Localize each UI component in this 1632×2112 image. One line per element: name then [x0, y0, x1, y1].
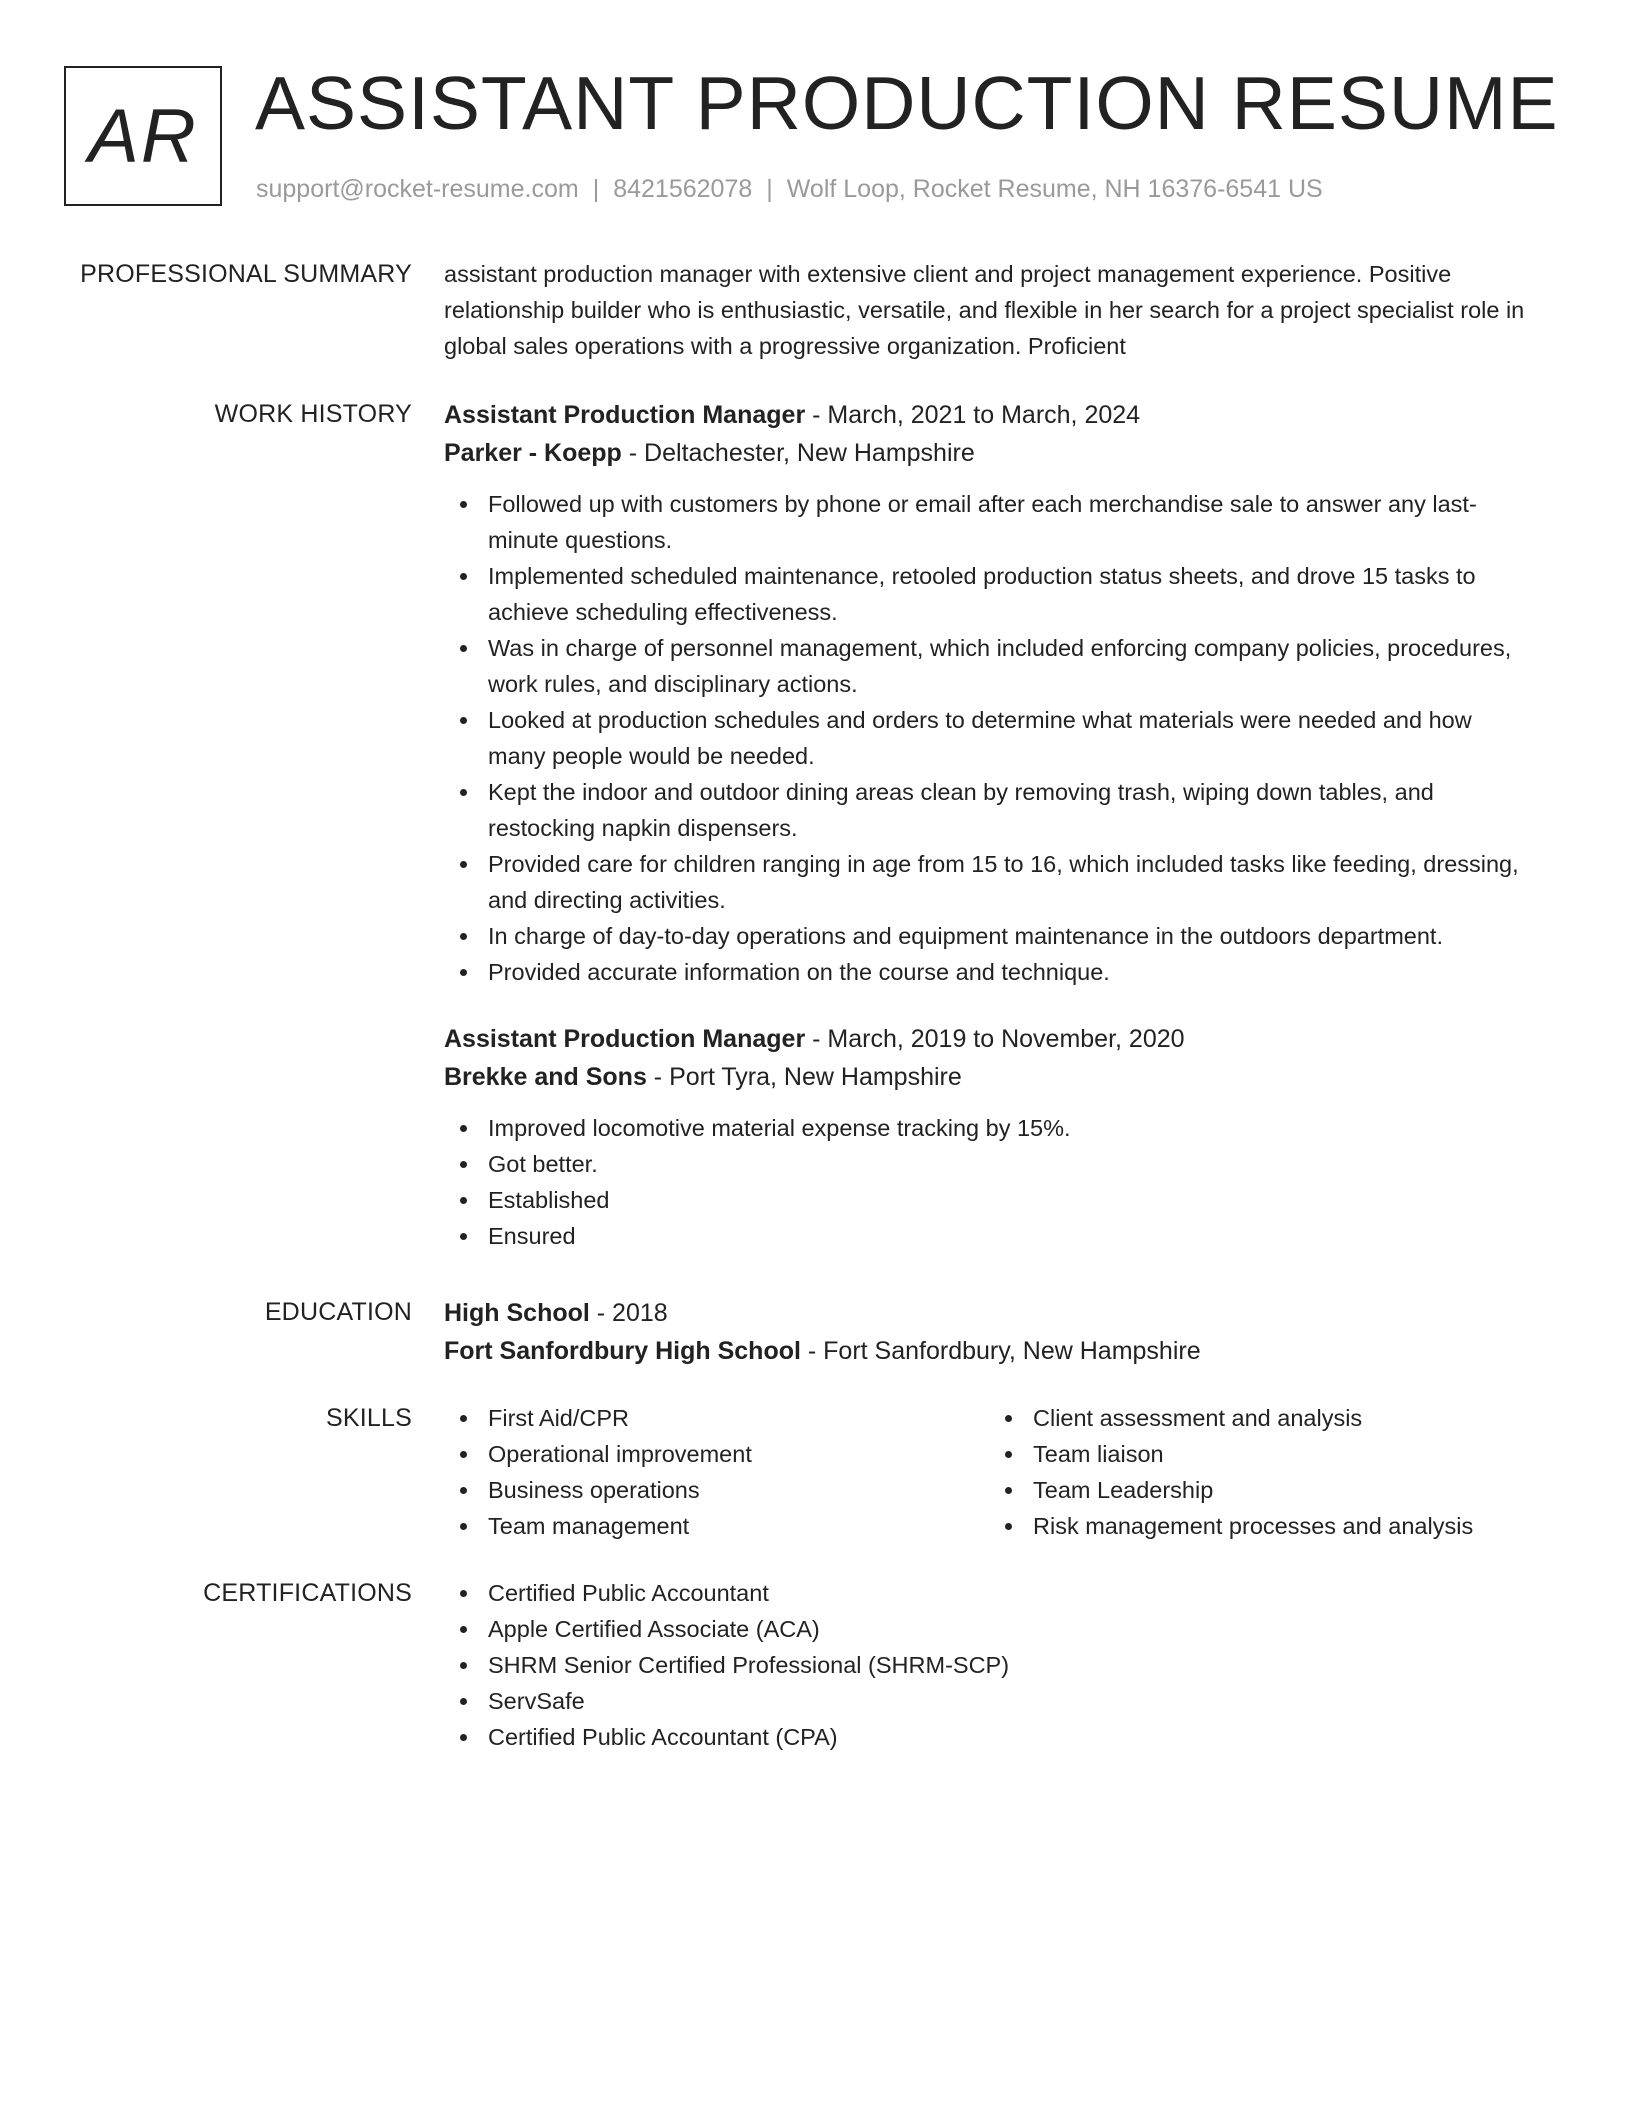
list-item: Team liaison — [989, 1436, 1534, 1472]
certifications-body — [444, 1575, 1534, 1755]
job-dates: - March, 2021 to March, 2024 — [805, 401, 1141, 429]
list-item: Ensured — [444, 1218, 1534, 1254]
job-location: - Port Tyra, New Hampshire — [646, 1063, 962, 1091]
job-company: Parker - Koepp — [444, 439, 622, 467]
skills-list-right — [989, 1400, 1534, 1544]
list-item: ServSafe — [444, 1683, 1534, 1719]
education-location: - Fort Sanfordbury, New Hampshire — [800, 1337, 1201, 1365]
section-label-skills: SKILLS — [326, 1404, 412, 1432]
job-company-line — [444, 434, 1534, 472]
list-item: Provided care for children ranging in age from 15 to 16, which included tasks like feeding, dressing, and directing activities. — [444, 846, 1534, 918]
section-label-education: EDUCATION — [264, 1298, 412, 1326]
list-item: Operational improvement — [444, 1436, 989, 1472]
job-bullets — [444, 486, 1534, 990]
section-label-certifications: CERTIFICATIONS — [203, 1579, 412, 1607]
certifications-list — [444, 1575, 1534, 1755]
list-item: Certified Public Accountant — [444, 1575, 1534, 1611]
list-item: Apple Certified Associate (ACA) — [444, 1611, 1534, 1647]
job-heading — [444, 396, 1534, 434]
list-item: Was in charge of personnel management, which included enforcing company policies, procedures, work rules, and disciplinary actions. — [444, 630, 1534, 702]
list-item: Risk management processes and analysis — [989, 1508, 1534, 1544]
job-entry — [444, 396, 1534, 990]
education-year: - 2018 — [589, 1299, 668, 1327]
education-school: Fort Sanfordbury High School — [444, 1337, 801, 1365]
section-label-work-history: WORK HISTORY — [214, 400, 412, 428]
job-entry — [444, 1020, 1534, 1254]
list-item: Kept the indoor and outdoor dining areas clean by removing trash, wiping down tables, and restocking napkin dispensers. — [444, 774, 1534, 846]
job-dates: - March, 2019 to November, 2020 — [805, 1025, 1185, 1053]
list-item: Provided accurate information on the course and technique. — [444, 954, 1534, 990]
resume-title: ASSISTANT PRODUCTION RESUME — [255, 61, 1559, 145]
contact-address: Wolf Loop, Rocket Resume, NH 16376-6541 US — [786, 175, 1323, 203]
job-title: Assistant Production Manager — [444, 401, 806, 429]
list-item: Team management — [444, 1508, 989, 1544]
contact-line — [256, 172, 1323, 206]
list-item: Business operations — [444, 1472, 989, 1508]
job-company: Brekke and Sons — [444, 1063, 647, 1091]
skills-body — [444, 1400, 1534, 1544]
job-title: Assistant Production Manager — [444, 1025, 806, 1053]
list-item: Followed up with customers by phone or email after each merchandise sale to answer any last-minute questions. — [444, 486, 1534, 558]
work-history-body — [444, 396, 1534, 1254]
contact-separator: | — [592, 175, 600, 203]
education-heading — [444, 1294, 1534, 1332]
list-item: Improved locomotive material expense tracking by 15%. — [444, 1110, 1534, 1146]
list-item: In charge of day-to-day operations and equipment maintenance in the outdoors department. — [444, 918, 1534, 954]
list-item: Team Leadership — [989, 1472, 1534, 1508]
job-company-line — [444, 1058, 1534, 1096]
list-item: Implemented scheduled maintenance, retooled production status sheets, and drove 15 tasks to achieve scheduling effectiveness. — [444, 558, 1534, 630]
skills-list-left — [444, 1400, 989, 1544]
job-location: - Deltachester, New Hampshire — [621, 439, 975, 467]
education-degree: High School — [444, 1299, 590, 1327]
list-item: Looked at production schedules and orders to determine what materials were needed and how many people would be needed. — [444, 702, 1534, 774]
section-label-summary: PROFESSIONAL SUMMARY — [80, 260, 412, 288]
list-item: Client assessment and analysis — [989, 1400, 1534, 1436]
list-item: Established — [444, 1182, 1534, 1218]
monogram-initials: AR — [88, 93, 198, 179]
contact-email[interactable]: support@rocket-resume.com — [256, 175, 579, 203]
list-item: Certified Public Accountant (CPA) — [444, 1719, 1534, 1755]
monogram-logo — [64, 66, 222, 206]
contact-separator: | — [766, 175, 773, 203]
summary-text: assistant production manager with extensive client and project management experience. Positive relationship builder who is enthusiastic, versatile, and flexible in her search for a project specialist role in global sales operations with a progressive organization. Proficient — [444, 261, 1525, 359]
job-heading — [444, 1020, 1534, 1058]
contact-phone[interactable]: 8421562078 — [613, 175, 753, 203]
list-item: First Aid/CPR — [444, 1400, 989, 1436]
list-item: Got better. — [444, 1146, 1534, 1182]
list-item: SHRM Senior Certified Professional (SHRM-SCP) — [444, 1647, 1534, 1683]
job-bullets — [444, 1110, 1534, 1254]
education-body — [444, 1294, 1534, 1370]
education-school-line — [444, 1332, 1534, 1370]
